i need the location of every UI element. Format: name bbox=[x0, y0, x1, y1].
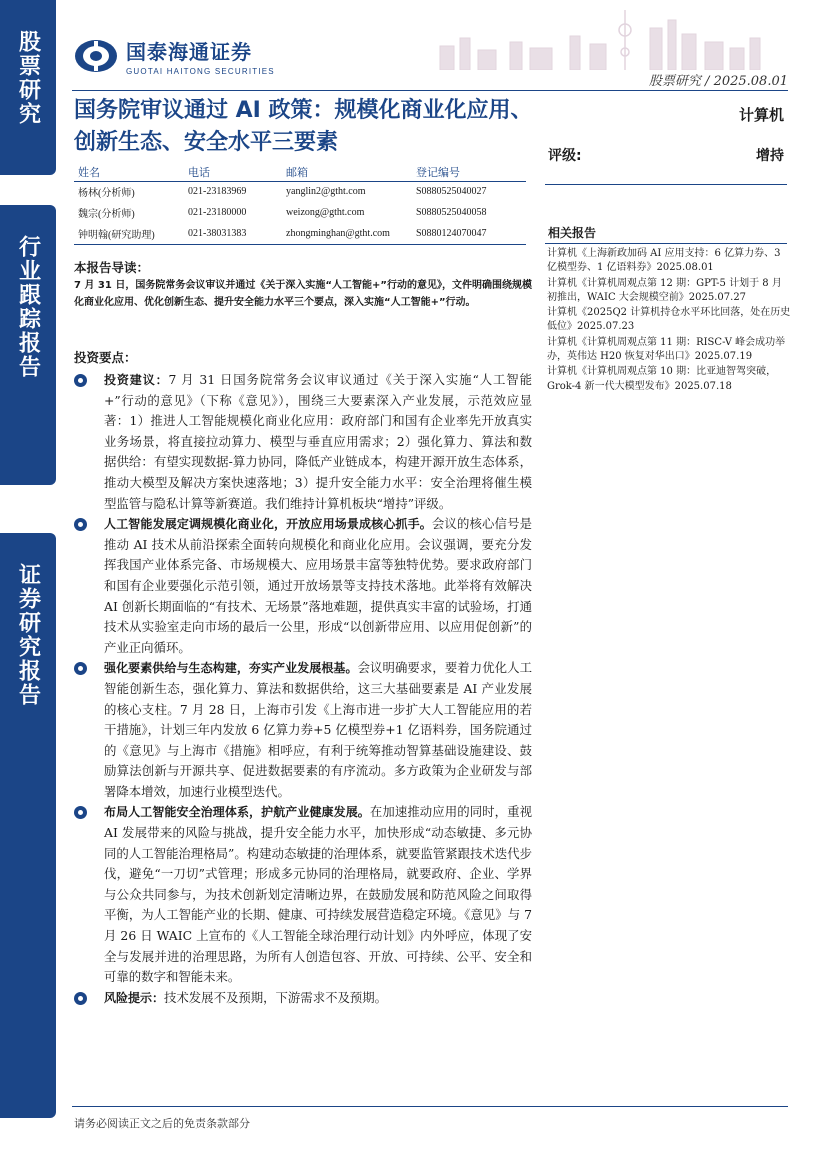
brand-name-cn: 国泰海通证券 bbox=[126, 40, 252, 64]
col-phone-header: 电话 bbox=[184, 163, 282, 181]
investment-heading: 投资要点： bbox=[74, 350, 137, 365]
point-lead: 强化要素供给与生态构建，夯实产业发展根基。 bbox=[104, 661, 358, 676]
analyst-name: 杨林(分析师) bbox=[78, 188, 135, 200]
table-row bbox=[74, 181, 526, 202]
related-divider bbox=[545, 243, 787, 244]
sector-name: 计算机 bbox=[738, 106, 784, 124]
investment-points bbox=[74, 370, 532, 1008]
analyst-phone: 021-23180000 bbox=[188, 207, 247, 218]
bullet-icon bbox=[74, 374, 87, 387]
analyst-email[interactable]: yanglin2@gtht.com bbox=[286, 186, 366, 198]
list-item bbox=[74, 370, 532, 514]
guide-text: 7 月 31 日，国务院常务会议审议并通过《关于深入实施“人工智能+”行动的意见》，文件明确围绕规模化商业化应用、优化创新生态、提升安全能力水平三个要点，深入实施“人工智能+”行动。 bbox=[74, 280, 532, 308]
bullet-icon bbox=[74, 518, 87, 531]
point-text: 在加速推动应用的同时，重视 AI 发展带来的风险与挑战，提升安全能力水平，加快形成“动态敏捷、多元协同的人工智能治理格局”。构建动态敏捷的治理体系，就要监管紧跟技术迭代步伐，避免“一刀切”式管理；形成多元协同的治理格局，就要政府、企业、学界与公众共同参与，为技术创新划定清晰边界，在鼓励发展和防范风险之间取得平衡，为人工智能产业的长期、健康、可持续发展营造稳定环境。《意见》与 7 月 26 日 WAIC 上宣布的《人工智能全球治理行动计划》内外呼应，体现了安全与发展并进的治理思路，为所有人创造包容、开放、可持续、公平、安全和可靠的数字和智能未来。 bbox=[104, 804, 532, 985]
sidebar-label-3: 证券研究报告 bbox=[15, 563, 41, 707]
table-row bbox=[74, 223, 526, 244]
footer-divider bbox=[72, 1106, 788, 1107]
logo-icon bbox=[74, 39, 118, 73]
company-logo bbox=[74, 36, 275, 76]
table-row bbox=[74, 202, 526, 223]
analyst-email[interactable]: weizong@gtht.com bbox=[286, 207, 365, 218]
sidebar-label-2: 行业跟踪报告 bbox=[15, 235, 41, 379]
bullet-icon bbox=[74, 806, 87, 819]
list-item bbox=[74, 514, 532, 658]
bullet-icon bbox=[74, 992, 87, 1005]
sidebar-stock-research bbox=[0, 0, 56, 175]
sidebar-label-1: 股票研究 bbox=[15, 30, 41, 126]
report-type-date: 股票研究 / 2025.08.01 bbox=[648, 74, 788, 89]
col-name-header: 姓名 bbox=[74, 163, 184, 181]
related-reports-title: 相关报告 bbox=[548, 226, 597, 240]
point-text: 技术发展不及预期，下游需求不及预期。 bbox=[164, 989, 388, 1005]
brand-name-en: GUOTAI HAITONG SECURITIES bbox=[126, 67, 275, 76]
footer-disclaimer: 请务必阅读正文之后的免责条款部分 bbox=[74, 1117, 250, 1130]
analyst-reg-no: S0880525040058 bbox=[416, 207, 487, 218]
point-lead: 投资建议： bbox=[104, 373, 169, 387]
analyst-reg-no: S0880124070047 bbox=[412, 223, 526, 244]
rating-divider bbox=[545, 184, 787, 185]
left-sidebar bbox=[0, 0, 60, 1169]
analyst-name: 钟明翰(研究助理) bbox=[74, 223, 184, 244]
analyst-name: 魏宗(分析师) bbox=[78, 209, 135, 220]
related-report-item[interactable]: 计算机《计算机周观点第 10 期：比亚迪智驾突破，Grok-4 新一代大模型发布》2025.07.18 bbox=[547, 366, 777, 392]
rating-value: 增持 bbox=[756, 148, 784, 164]
analyst-phone: 021-23183969 bbox=[188, 186, 247, 198]
list-item bbox=[74, 802, 532, 987]
col-reg-header: 登记编号 bbox=[412, 163, 526, 181]
point-text: 会议明确要求，要着力优化人工智能创新生态，强化算力、算法和数据供给，这三大基础要素是 AI 产业发展的核心支柱。7 月 28 日，上海市引发《上海市进一步扩大人工智能应用的若干措施》，计划三年内发放 6 亿算力券+5 亿模型券+1 亿语料券，国务院通过的《意见》与上海市《措施》相呼应，有利于统筹推动智算基础设施建设、鼓励算法创新与开源共享、促进数据要素的有序流动。多方政策为企业研发与部署降本增效，加速行业模型迭代。 bbox=[104, 660, 532, 799]
col-email-header: 邮箱 bbox=[282, 163, 412, 181]
related-report-item[interactable]: 计算机《2025Q2 计算机持仓水平环比回落，处在历史低位》2025.07.23 bbox=[547, 307, 791, 333]
related-reports-list bbox=[547, 247, 791, 395]
related-report-item[interactable]: 计算机《上海新政加码 AI 应用支持：6 亿算力券、3 亿模型券、1 亿语料券》2025.08.01 bbox=[547, 248, 781, 274]
report-title: 国务院审议通过 AI 政策：规模化商业化应用、创新生态、安全水平三要素 bbox=[74, 98, 533, 155]
analyst-table bbox=[74, 163, 526, 245]
related-report-item[interactable]: 计算机《计算机周观点第 11 期：RISC-V 峰会成功举办，英伟达 H20 恢复对华出口》2025.07.19 bbox=[547, 336, 786, 363]
point-lead: 风险提示： bbox=[104, 990, 165, 1005]
point-text: 会议的核心信号是推动 AI 技术从前沿探索全面转向规模化和商业化应用。会议强调，要充分发挥我国产业体系完备、市场规模大、应用场景丰富等独特优势。要求政府部门和国有企业要强化示范引领，通过开放场景等支持技术落地。此举将有效解决 AI 创新长期面临的“有技术、无场景”落地难题，提供真实丰富的试验场，打通技术从实验室走向市场的最后一公里，形成“以创新带应用、以应用促创新”的产业正向循环。 bbox=[104, 516, 533, 655]
point-text: 7 月 31 日国务院常务会议审议通过《关于深入实施“人工智能+”行动的意见》（下称《意见》），围绕三大要素深入产业发展，示范效应显著：1）推进人工智能规模化商业化应用：政府部门和国有企业率先开放真实业务场景，将直接拉动算力、模型与垂直应用需求；2）强化算力、算法和数据供给：有望实现数据-算力协同，降低产业链成本，构建开源开放生态体系，推动大模型及解决方案快速落地；3）提升安全能力水平：安全治理将催生模型监管与隐私计算等新赛道。我们维持计算机板块“增持”评级。 bbox=[104, 372, 532, 511]
analyst-email[interactable]: zhongminghan@gtht.com bbox=[282, 223, 412, 244]
skyline-illustration bbox=[420, 8, 790, 70]
point-lead: 布局人工智能安全治理体系，护航产业健康发展。 bbox=[104, 805, 370, 820]
rating-label: 评级: bbox=[548, 148, 582, 164]
sidebar-securities-research bbox=[0, 533, 56, 1118]
list-item bbox=[74, 988, 532, 1009]
list-item bbox=[74, 658, 532, 802]
bullet-icon bbox=[74, 662, 87, 675]
related-report-item[interactable]: 计算机《计算机周观点第 12 期：GPT-5 计划于 8 月初推出，WAIC 大会规模空前》2025.07.27 bbox=[547, 277, 782, 303]
sidebar-industry-tracking bbox=[0, 205, 56, 485]
guide-heading: 本报告导读： bbox=[74, 260, 150, 275]
header-divider bbox=[72, 90, 788, 91]
analyst-reg-no: S0880525040027 bbox=[416, 186, 487, 198]
point-lead: 人工智能发展定调规模化商业化，开放应用场景成核心抓手。 bbox=[104, 517, 432, 532]
analyst-table-header bbox=[74, 163, 526, 181]
analyst-phone: 021-38031383 bbox=[184, 223, 282, 244]
